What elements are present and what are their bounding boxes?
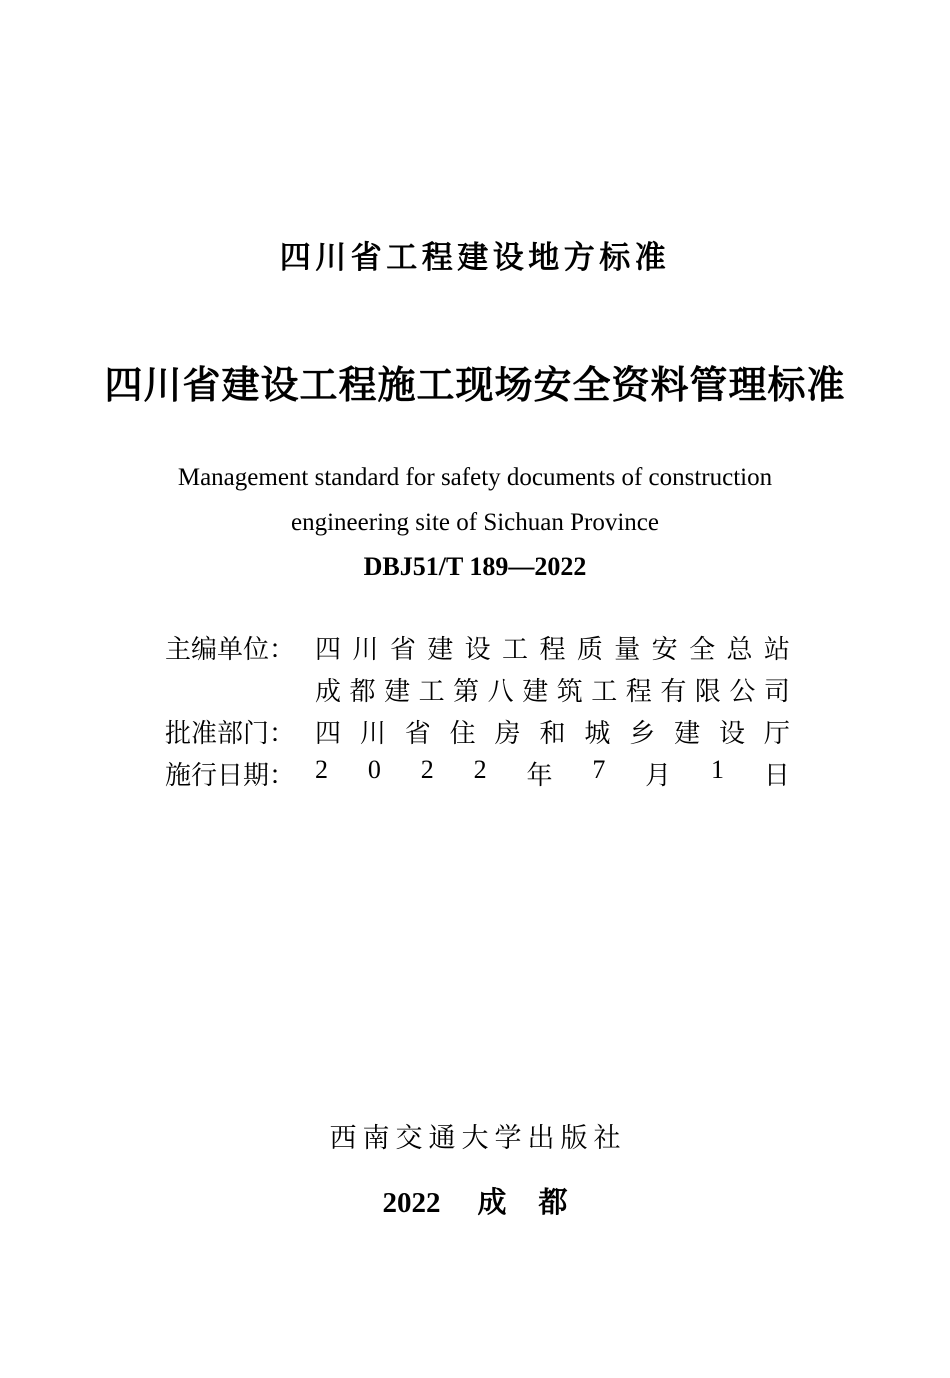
document-title-english: [0, 455, 950, 545]
document-title-english-line2: engineering site of Sichuan Province: [291, 509, 659, 536]
standard-number: DBJ51/T 189—2022: [363, 552, 587, 581]
implementation-date-value: 2 0 2 2 年 7 月 1 日: [315, 754, 790, 790]
approval-department-value: 四 川 省 住 房 和 城 乡 建 设 厅: [315, 718, 790, 748]
imprint-year: 2022: [382, 1187, 441, 1219]
approval-department-row: [165, 710, 790, 752]
chief-editor-unit-1: 四 川 省 建 设 工 程 质 量 安 全 总 站: [315, 634, 790, 664]
publisher-name: [0, 1116, 950, 1155]
standard-category-heading: 四川省工程建设地方标准: [279, 240, 671, 275]
publication-info-block: [165, 626, 790, 794]
approval-department-label: 批准部门：: [165, 718, 296, 748]
imprint-city: 成都: [477, 1187, 600, 1219]
implementation-date-label: 施行日期：: [165, 760, 296, 790]
chief-editor-label: 主编单位：: [165, 634, 296, 664]
chief-editor-unit-2: 成 都 建 工 第 八 建 筑 工 程 有 限 公 司: [315, 676, 790, 706]
document-title-english-line1: Management standard for safety documents of construction: [177, 464, 773, 491]
publisher-name-text: 西南交通大学出版社: [329, 1123, 627, 1153]
chief-editor-row-2: [165, 668, 790, 710]
implementation-date-row: [165, 752, 790, 794]
document-title-chinese: 四川省建设工程施工现场安全资料管理标准: [104, 365, 846, 407]
imprint-line: [0, 1180, 950, 1221]
chief-editor-row-1: [165, 626, 790, 668]
